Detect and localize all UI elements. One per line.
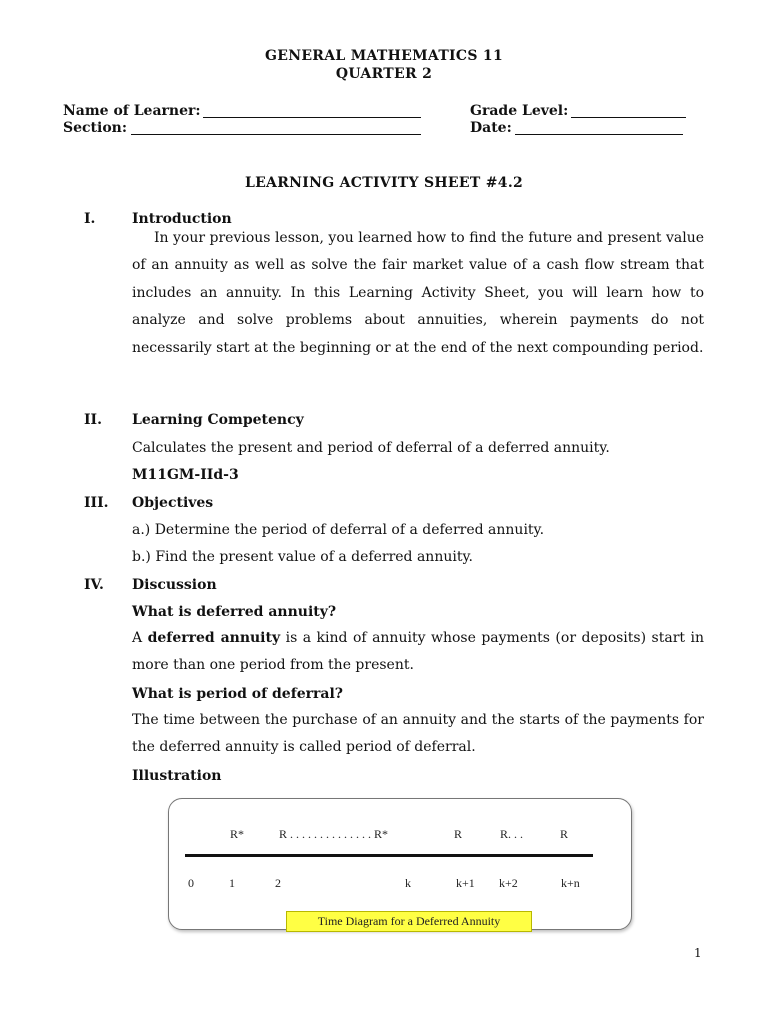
illustration-heading: Illustration <box>132 768 222 784</box>
introduction-heading: Introduction <box>132 211 232 227</box>
discussion-heading: Discussion <box>132 577 217 593</box>
quarter-label: QUARTER 2 <box>335 66 433 82</box>
deferred-annuity-question: What is deferred annuity? <box>132 604 337 620</box>
objective-item: b.) Find the present value of a deferred annuity. <box>132 549 473 565</box>
deferred-annuity-definition: A deferred annuity is a kind of annuity whose payments (or deposits) start in more than one period from the present. <box>132 630 704 674</box>
diagram-caption: Time Diagram for a Deferred Annuity <box>286 911 532 932</box>
competency-heading: Learning Competency <box>132 412 304 428</box>
sheet-title: LEARNING ACTIVITY SHEET #4.2 <box>244 175 524 191</box>
time-diagram <box>168 798 632 930</box>
deferred-annuity-term: deferred annuity <box>147 630 281 646</box>
name-label: Name of Learner: <box>63 103 201 119</box>
diagram-bottom-label: k+n <box>561 876 580 890</box>
period-of-deferral-definition: The time between the purchase of an annuity and the starts of the payments for the deferred annuity is called period of deferral. <box>132 712 704 756</box>
page-number: 1 <box>694 946 702 960</box>
section-label: Section: <box>63 120 128 136</box>
section-number-1: I. <box>84 211 96 227</box>
diagram-top-label: R. . . <box>500 827 524 841</box>
diagram-top-label: R <box>560 827 569 841</box>
date-label: Date: <box>470 120 512 136</box>
diagram-bottom-label: 1 <box>229 876 235 890</box>
diagram-top-label: R . . . . . . . . . . . . . . R* <box>279 827 389 841</box>
section-number-3: III. <box>84 495 109 511</box>
diagram-bottom-label: k+2 <box>499 876 518 890</box>
period-of-deferral-question: What is period of deferral? <box>132 686 343 702</box>
objective-item: a.) Determine the period of deferral of a deferred annuity. <box>132 522 545 538</box>
diagram-bottom-label: 0 <box>188 876 194 890</box>
competency-code: M11GM-IId-3 <box>132 467 239 483</box>
name-field[interactable] <box>203 117 421 118</box>
grade-level-label: Grade Level: <box>470 103 569 119</box>
document-title: GENERAL MATHEMATICS 11 <box>265 48 503 64</box>
diagram-top-label: R* <box>230 827 245 841</box>
section-number-4: IV. <box>84 577 104 593</box>
introduction-text: In your previous lesson, you learned how to find the future and present value of an annuity as well as solve the fair market value of a cash flow stream that includes an annuity. In this Learning Activity Sheet, you will learn how to analyze and solve problems about annuities, wherein payments do not necessarily start at the beginning or at the end of the next compounding period. <box>132 230 704 356</box>
diagram-top-label: R <box>454 827 463 841</box>
objectives-heading: Objectives <box>132 495 214 511</box>
competency-text: Calculates the present and period of deferral of a deferred annuity. <box>132 440 610 456</box>
section-number-2: II. <box>84 412 102 428</box>
diagram-bottom-label: k+1 <box>456 876 475 890</box>
section-field[interactable] <box>131 134 421 135</box>
diagram-bottom-label: k <box>405 876 411 890</box>
timeline-axis <box>185 854 593 857</box>
grade-level-field[interactable] <box>571 117 686 118</box>
diagram-bottom-label: 2 <box>275 876 281 890</box>
date-field[interactable] <box>515 134 683 135</box>
